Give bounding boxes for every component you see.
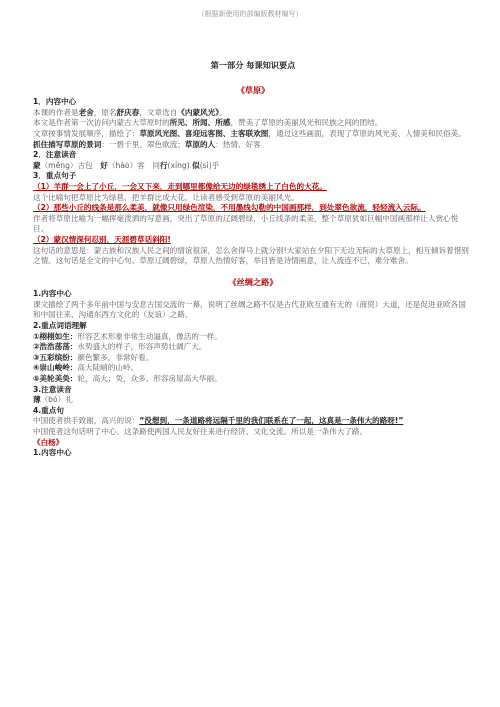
key-quote: 中国使者拱手致谢，高兴的说：“没想到，一条道路将远隔千里的我们联系在了一起，这真是一条伟大的路呀!” (33, 416, 404, 426)
key-sentence-3-explanation: 这句话的意思是：蒙古族和汉族人民之间的情谊很深，怎么舍得马上就分别!大家站在夕阳下无边无际的大草原上，相互倾诉着惜别之情。这句话是全文的中心句。草原辽阔碧绿，草原人热情好客，举目皆是诗情画意，让人流连不已，难分难舍。 (33, 245, 469, 266)
lesson-title-silk-road: 《丝绸之路》 (228, 276, 278, 287)
vocab-item: ①栩栩如生：形容艺术形象非常生动逼真，像活的一样。 (33, 331, 222, 341)
lesson-title-poplar: 《白杨》 (33, 437, 64, 447)
section-heading: 2.重点词语理解 (33, 321, 87, 331)
vocab-item: ②浩浩荡荡：水势盛大的样子，形容声势壮阔广大。 (33, 342, 207, 352)
section-heading: 3.注意读音 (33, 384, 72, 394)
vocab-item: ③五彩缤纷：颜色繁多，非常好看。 (33, 352, 154, 362)
key-sentence-2: （2）那些小丘的线条是那么柔美，就像只用绿色渲染，不用墨线勾勒的中国画那样，到处翠色欲流，轻轻流入云际。 (33, 203, 426, 213)
pronunciation-line: 蒙（měng）古包 好（hào）客 同行(xíng) 似(sì)乎 (33, 160, 220, 170)
pronunciation-line: 薄（bó）礼 (33, 395, 73, 405)
lesson-title-grassland: 《草原》 (236, 84, 270, 95)
page-title: 第一部分 每课知识要点 (210, 60, 296, 70)
section-heading: 2．注意读音 (33, 150, 77, 160)
key-sentence-3: （2）蒙汉情深何忍别，天涯碧草话斜阳! (33, 234, 171, 244)
paragraph-keywords: 抓住描写草原的景词：一碧千里、翠色欲流；草原的人：热情、好客 (33, 139, 261, 149)
vocab-item: ④崇山峻岭：高大陡峭的山岭。 (33, 363, 139, 373)
key-sentence-2-explanation: 作者将草原比喻为一幅挥毫泼洒的写意画，突出了草原的辽阔碧绿，小丘线条的柔美，整个草原犹如巨幅中国画那样让人赏心悦目。 (33, 213, 459, 234)
paragraph-summary: 课文描绘了两千多年前中国与安息古国交流的一幕，说明了丝绸之路不仅是古代亚欧互通有无的（商贸）大道，还是促进亚欧各国和中国往来、沟通东西方文化的（友谊）之路。 (33, 299, 466, 320)
paragraph-summary: 本文是作者第一次访问内蒙古大草原时的所见、所闻、所感，赞美了草原的美丽风光和民族之间的团结。 (33, 118, 383, 128)
section-heading: 1.内容中心 (33, 448, 72, 458)
section-heading: 1.内容中心 (33, 289, 72, 299)
key-sentence-1: （1）羊群一会上了小丘，一会又下来，走到哪里都像给无边的绿毯绣上了白色的大花。 (33, 181, 327, 191)
section-heading: 1．内容中心 (33, 97, 77, 107)
key-sentence-1-explanation: 这个比喻句把草原比为绿毯，把羊群比成大花，让读者感受到草原的美丽风光。 (33, 192, 299, 202)
key-quote-explanation: 中国使者这句话明了中心。这条路使两国人民友好往来进行经济、文化交流。所以是一条伟大了路。 (33, 427, 368, 436)
section-heading: 4.重点句 (33, 405, 64, 415)
paragraph-structure: 文章按事情发展顺序，描绘了：草原风光图、喜迎远客图、主客联欢图，通过这些画面，表现了草原的风光美、人情美和民俗美。 (33, 128, 466, 138)
document-content (33, 60, 473, 459)
vocab-item: ⑤美轮美奂：轮，高大；奂，众多。形容房屋高大华丽。 (33, 374, 222, 384)
paragraph-author: 本课的作者是老舍，原名舒庆春，文章选自《内蒙风光》。 (33, 107, 227, 117)
section-heading: 3．重点句子 (33, 171, 77, 181)
page-header: （根据新使用的部编版教材编写） (197, 10, 303, 18)
